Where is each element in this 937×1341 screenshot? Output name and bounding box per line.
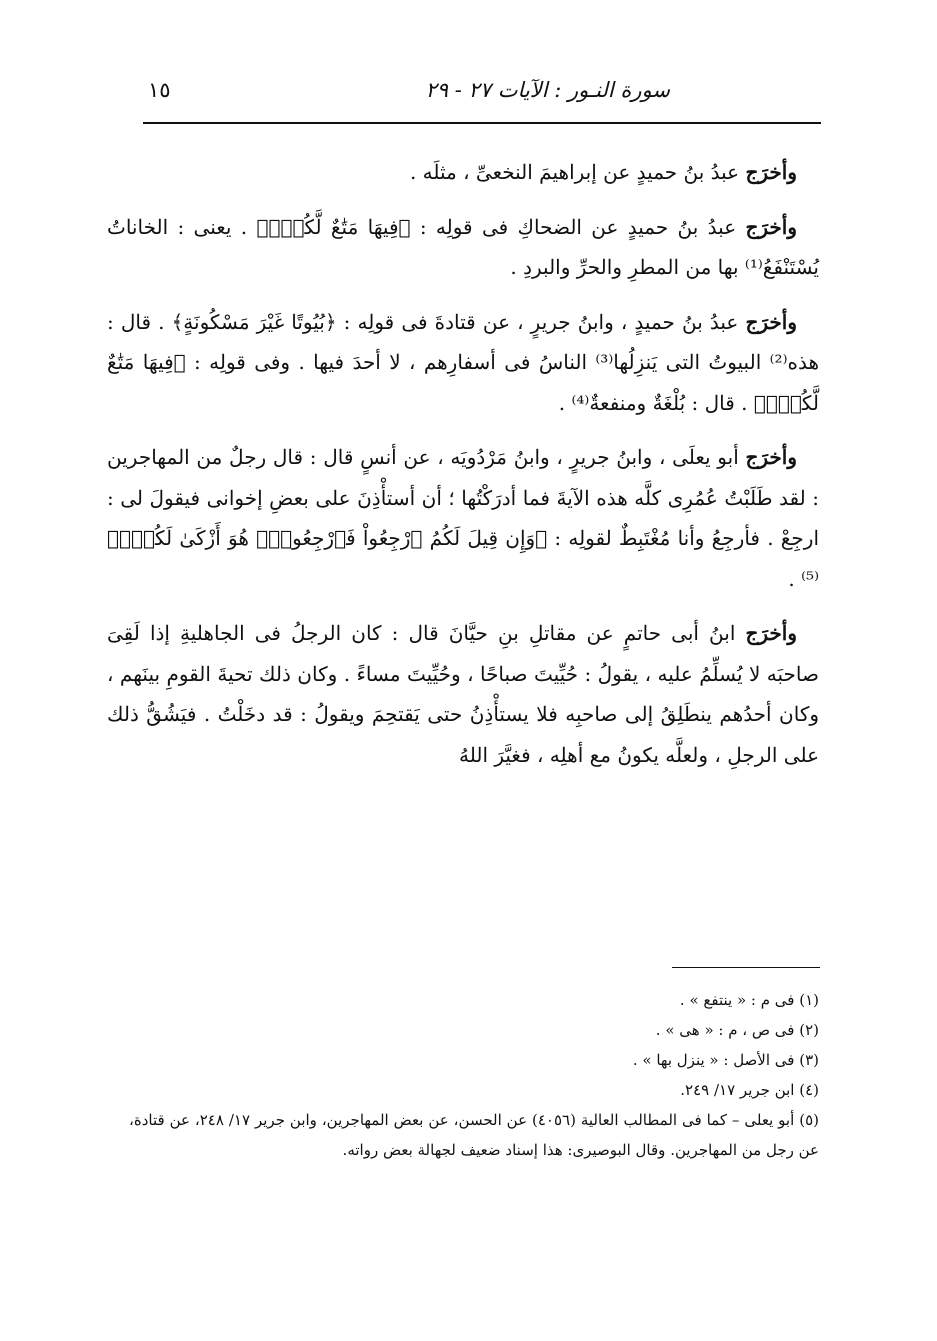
paragraph-lead: وأخرَج — [745, 214, 797, 239]
paragraph-2 — [107, 207, 819, 288]
header-rule — [143, 122, 821, 124]
paragraph-lead: وأخرَج — [745, 445, 797, 469]
footnote-5: (٥) أبو يعلى – كما فى المطالب العالية (٤٠٥٦) عن الحسن، عن بعض المهاجرين، وابن جرير ١٧/ ٢٤٨، عن قتادة، عن رجل من المهاجرين. وقال البوصيرى: هذا إسناد ضعيف لجهالة بعض رواته. — [129, 1111, 819, 1159]
footnote-rule — [672, 967, 820, 968]
paragraph-body: عبدُ بنُ حميدٍ عن إبراهيمَ النخعىِّ ، مثلَه . — [409, 160, 746, 184]
footnote-1: (١) فى م : « ينتفع » . — [679, 991, 819, 1009]
paragraph-body: عبدُ بنُ حميدٍ عن الضحاكِ فى قولِه : ﴿فِيهَا مَتَٰعٌ لَّكُمْۚ﴾ . يعنى : الخاناتُ يُسْتَنْفَعُ⁽¹⁾ بها من المطرِ والحرِّ والبردِ . — [107, 214, 819, 279]
paragraph-3 — [107, 302, 819, 424]
paragraph-body: أبو يعلَى ، وابنُ جريرٍ ، وابنُ مَرْدُويَه ، عن أنسٍ قال : قال رجلٌ من المهاجرين : لقد طَلَبْتُ عُمُرِى كلَّه هذه الآيةَ فما أدرَكْتُها ؛ أن أستأْذِنَ على بعضِ إخوانى فيقولَ لى : ارجِعْ . فأرجِعُ وأنا مُغْتَبِطٌ لقولِه : ﴿وَإِن قِيلَ لَكُمُ ٱرْجِعُواْ فَٱرْجِعُواْۖ هُوَ أَزْكَىٰ لَكُمْۚ﴾⁽⁵⁾ . — [107, 445, 819, 591]
running-header — [140, 78, 820, 118]
footnotes — [129, 985, 819, 1165]
paragraph-4 — [107, 437, 819, 599]
paragraph-lead: وأخرَج — [745, 309, 797, 334]
paragraph-1 — [107, 152, 819, 193]
footnote-3: (٣) فى الأصل : « ينزل بها » . — [632, 1051, 819, 1069]
paragraph-lead: وأخرَج — [745, 621, 798, 645]
paragraph-body: عبدُ بنُ حميدٍ ، وابنُ جريرٍ ، عن قتادةَ فى قولِه : ﴿بُيُوتًا غَيْرَ مَسْكُونَةٍ﴾ . قال : هذه⁽²⁾ البيوتُ التى يَنزِلُها⁽³⁾ الناسُ فى أسفارِهم ، لا أحدَ فيها . وفى قولِه : ﴿فِيهَا مَتَٰعٌ لَّكُمْۚ﴾ . قال : بُلْغَةٌ ومنفعةٌ⁽⁴⁾ . — [107, 309, 819, 415]
paragraph-5 — [107, 613, 819, 775]
running-title: سورة النـور : الآيات ٢٧ - ٢٩ — [425, 78, 670, 102]
paragraph-lead: وأخرَج — [745, 160, 797, 184]
footnote-4: (٤) ابن جرير ١٧/ ٢٤٩. — [680, 1081, 819, 1099]
paragraph-body: ابنُ أبى حاتمٍ عن مقاتلِ بنِ حيَّانَ قال : كان الرجلُ فى الجاهليةِ إذا لَقِىَ صاحبَه لا يُسلِّمُ عليه ، يقولُ : حُيِّيتَ صباحًا ، وحُيِّيتَ مساءً . وكان ذلك تحيةَ القومِ بينَهم ، وكان أحدُهم ينطَلِقُ إلى صاحبِه فلا يستأْذِنُ حتى يَقتحِمَ ويقولُ : قد دخَلْتُ . فيَشُقُّ ذلك على الرجلِ ، ولعلَّه يكونُ مع أهلِه ، فغيَّرَ اللهُ — [107, 621, 819, 767]
page-number: ١٥ — [148, 78, 171, 102]
main-text — [107, 152, 819, 789]
footnote-2: (٢) فى ص ، م : « هى » . — [655, 1021, 819, 1039]
